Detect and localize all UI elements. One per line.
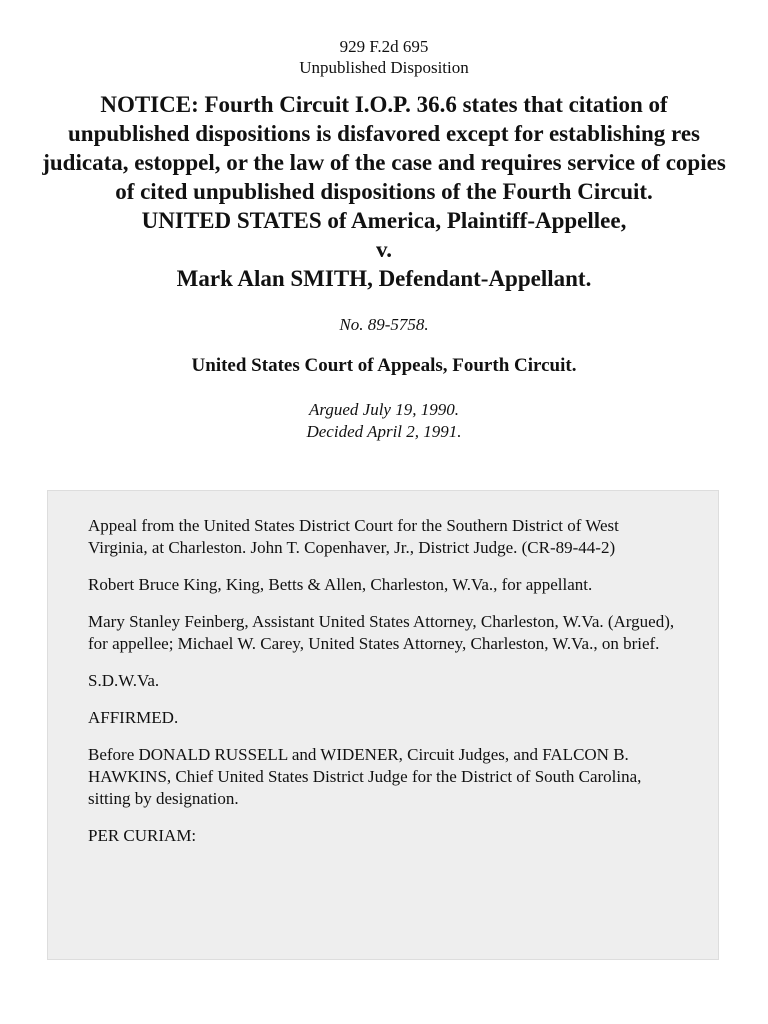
appellant-counsel-paragraph: Robert Bruce King, King, Betts & Allen, Charleston, W.Va., for appellant. xyxy=(88,575,593,594)
result-line: AFFIRMED. xyxy=(88,708,179,727)
citation-notice: NOTICE: Fourth Circuit I.O.P. 36.6 states that citation of unpublished dispositions is disfavored except for establishing res judicata, estoppel, or the law of the case and requires service of copies of cited unpublished dispositions of the Fourth Circuit. xyxy=(42,92,726,204)
case-details-box xyxy=(47,490,719,960)
disposition-label: Unpublished Disposition xyxy=(299,58,469,77)
panel-paragraph: Before DONALD RUSSELL and WIDENER, Circuit Judges, and FALCON B. HAWKINS, Chief United States District Judge for the District of South Carolina, sitting by designation. xyxy=(88,745,642,808)
decided-date: Decided April 2, 1991. xyxy=(306,422,462,441)
appellee-counsel-paragraph: Mary Stanley Feinberg, Assistant United States Attorney, Charleston, W.Va. (Argued), for appellee; Michael W. Carey, United States Attorney, Charleston, W.Va., on brief. xyxy=(88,612,675,653)
argued-date: Argued July 19, 1990. xyxy=(309,400,459,419)
case-header xyxy=(0,0,768,78)
court-name: United States Court of Appeals, Fourth Circuit. xyxy=(191,355,577,376)
reporter-citation: 929 F.2d 695 xyxy=(339,37,429,56)
docket-number: No. 89-5758. xyxy=(339,315,429,334)
case-caption xyxy=(40,206,728,293)
lower-court-abbrev: S.D.W.Va. xyxy=(88,671,160,690)
defendant-line: Mark Alan SMITH, Defendant-Appellant. xyxy=(176,266,592,291)
versus-line: v. xyxy=(376,237,392,262)
plaintiff-line: UNITED STATES of America, Plaintiff-Appellee, xyxy=(141,208,627,233)
appeal-from-paragraph: Appeal from the United States District Court for the Southern District of West Virginia, at Charleston. John T. Copenhaver, Jr., District Judge. (CR-89-44-2) xyxy=(88,516,619,557)
opinion-type: PER CURIAM: xyxy=(88,826,197,845)
case-dates xyxy=(0,399,768,443)
